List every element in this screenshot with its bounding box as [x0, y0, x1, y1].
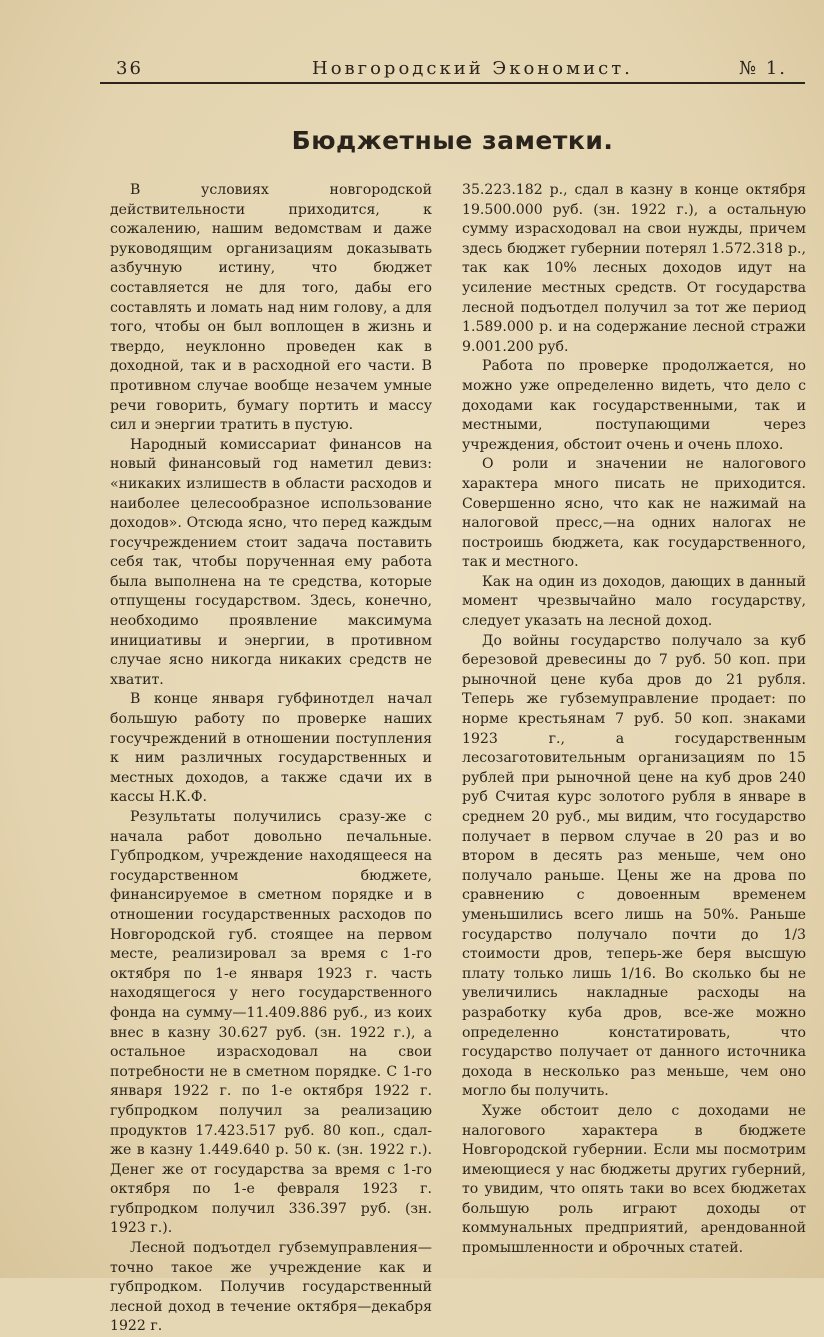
issue-number: № 1. — [739, 58, 787, 79]
journal-title: Новгородский Экономист. — [312, 58, 633, 79]
paragraph: Результаты получились сразу-же с начала работ довольно печальные. Губпродком, учреждение находящееся на государственном бюджете, финансируемое в сметном порядке и в отношении государственных расходов по Новгородской губ. стоящее на первом месте, реализировал за время с 1-го октября по 1-е января 1923 г. часть находящегося у него государственного фонда на сумму—11.409.886 руб., из коих внес в казну 30.627 руб. (зн. 1922 г.), а остальное израсходовал на свои потребности не в сметном порядке. С 1-го января 1922 г. по 1-е октября 1922 г. губпродком получил за реализацию продуктов 17.423.517 руб. 80 коп., сдал-же в казну 1.449.640 р. 50 к. (зн. 1922 г.). Денег же от государства за время с 1-го октября по 1-е февраля 1923 г. губпродком получил 336.397 руб. (зн. 1923 г.). — [110, 809, 432, 1237]
paragraph: О роли и значении не налогового характера много писать не приходится. Совершенно ясно, что как не нажимай на налоговой пресс,—на одних налогах не построишь бюджета, как государственного, так и местного. — [462, 456, 806, 571]
article-title: Бюджетные заметки. — [291, 126, 614, 155]
paragraph: Лесной подъотдел губземуправления— точно такое же учреждение как и губпродком. Получив государственный лесной доход в течение октября—декабря 1922 г. — [110, 1240, 432, 1335]
paragraph: 35.223.182 р., сдал в казну в конце октября 19.500.000 руб. (зн. 1922 г.), а остальную сумму израсходовал на свои нужды, причем здесь бюджет губернии потерял 1.572.318 р., так как 10% лесных доходов идут на усиление местных средств. От государства лесной подъотдел получил за тот же период 1.589.000 р. и на содержание лесной стражи 9.001.200 руб. — [462, 182, 806, 355]
paragraph: Народный комиссариат финансов на новый финансовый год наметил девиз: «никаких излишеств в области расходов и наиболее целесообразное использование доходов». Отсюда ясно, что перед каждым госучреждением стоит задача поставить себя так, чтобы порученная ему работа была выполнена на те средства, которые отпущены государством. Здесь, конечно, необходимо проявление максимума инициативы и энергии, в противном случае ясно никогда никаких средств не хватит. — [110, 436, 432, 688]
running-header — [100, 52, 805, 84]
paragraph: До войны государство получало за куб березовой древесины до 7 руб. 50 коп. при рыночной цене куба дров до 21 рубля. Теперь же губземуправление продает: по норме крестьянам 7 руб. 50 коп. знаками 1923 г., а государственным лесозаготовительным организациям по 15 рублей при рыночной цене на куб дров 240 руб Считая курс золотого рубля в январе в среднем 20 руб., мы видим, что государство получает в первом случае в 20 раз и во втором в десять раз меньше, чем оно получало раньше. Цены же на дрова по сравнению с довоенным временем уменьшились всего лишь на 50%. Раньше государство получало почти до 1/3 стоимости дров, теперь-же беря высшую плату только лишь 1/16. Во сколько бы не увеличились накладные расходы на разработку куба дров, все-же можно определенно констатировать, что государство получает от данного источника дохода в несколько раз меньше, чем оно могло бы получить. — [462, 632, 806, 1100]
paragraph: Как на один из доходов, дающих в данный момент чрезвычайно мало государству, следует указать на лесной доход. — [462, 573, 806, 630]
page-number: 36 — [116, 58, 143, 79]
right-column — [462, 181, 806, 1259]
paragraph: Хуже обстоит дело с доходами не налогового характера в бюджете Новгородской губернии. Если мы посмотрим имеющиеся у нас бюджеты других губерний, то увидим, что опять таки во всех бюджетах большую роль играют доходы от коммунальных предприятий, арендованной промышленности и оброчных статей. — [462, 1102, 806, 1257]
paragraph: В конце января губфинотдел начал большую работу по проверке наших госучреждений в отношении поступления к ним различных государственных и местных доходов, а также сдачи их в кассы Н.К.Ф. — [110, 691, 432, 806]
paragraph: Работа по проверке продолжается, но можно уже определенно видеть, что дело с доходами как государственными, так и местными, поступающими через учреждения, обстоит очень и очень плохо. — [462, 358, 806, 453]
paragraph: В условиях новгородской действительности приходится, к сожалению, нашим ведомствам и даже руководящим организациям доказывать азбучную истину, что бюджет составляется не для того, дабы его составлять и ломать над ним голову, а для того, чтобы он был воплощен в жизнь и твердо, неуклонно проведен как в доходной, так и в расходной его части. В противном случае вообще незачем умные речи говорить, бумагу портить и массу сил и энергии тратить в пустую. — [110, 182, 432, 434]
left-column — [110, 181, 432, 1337]
